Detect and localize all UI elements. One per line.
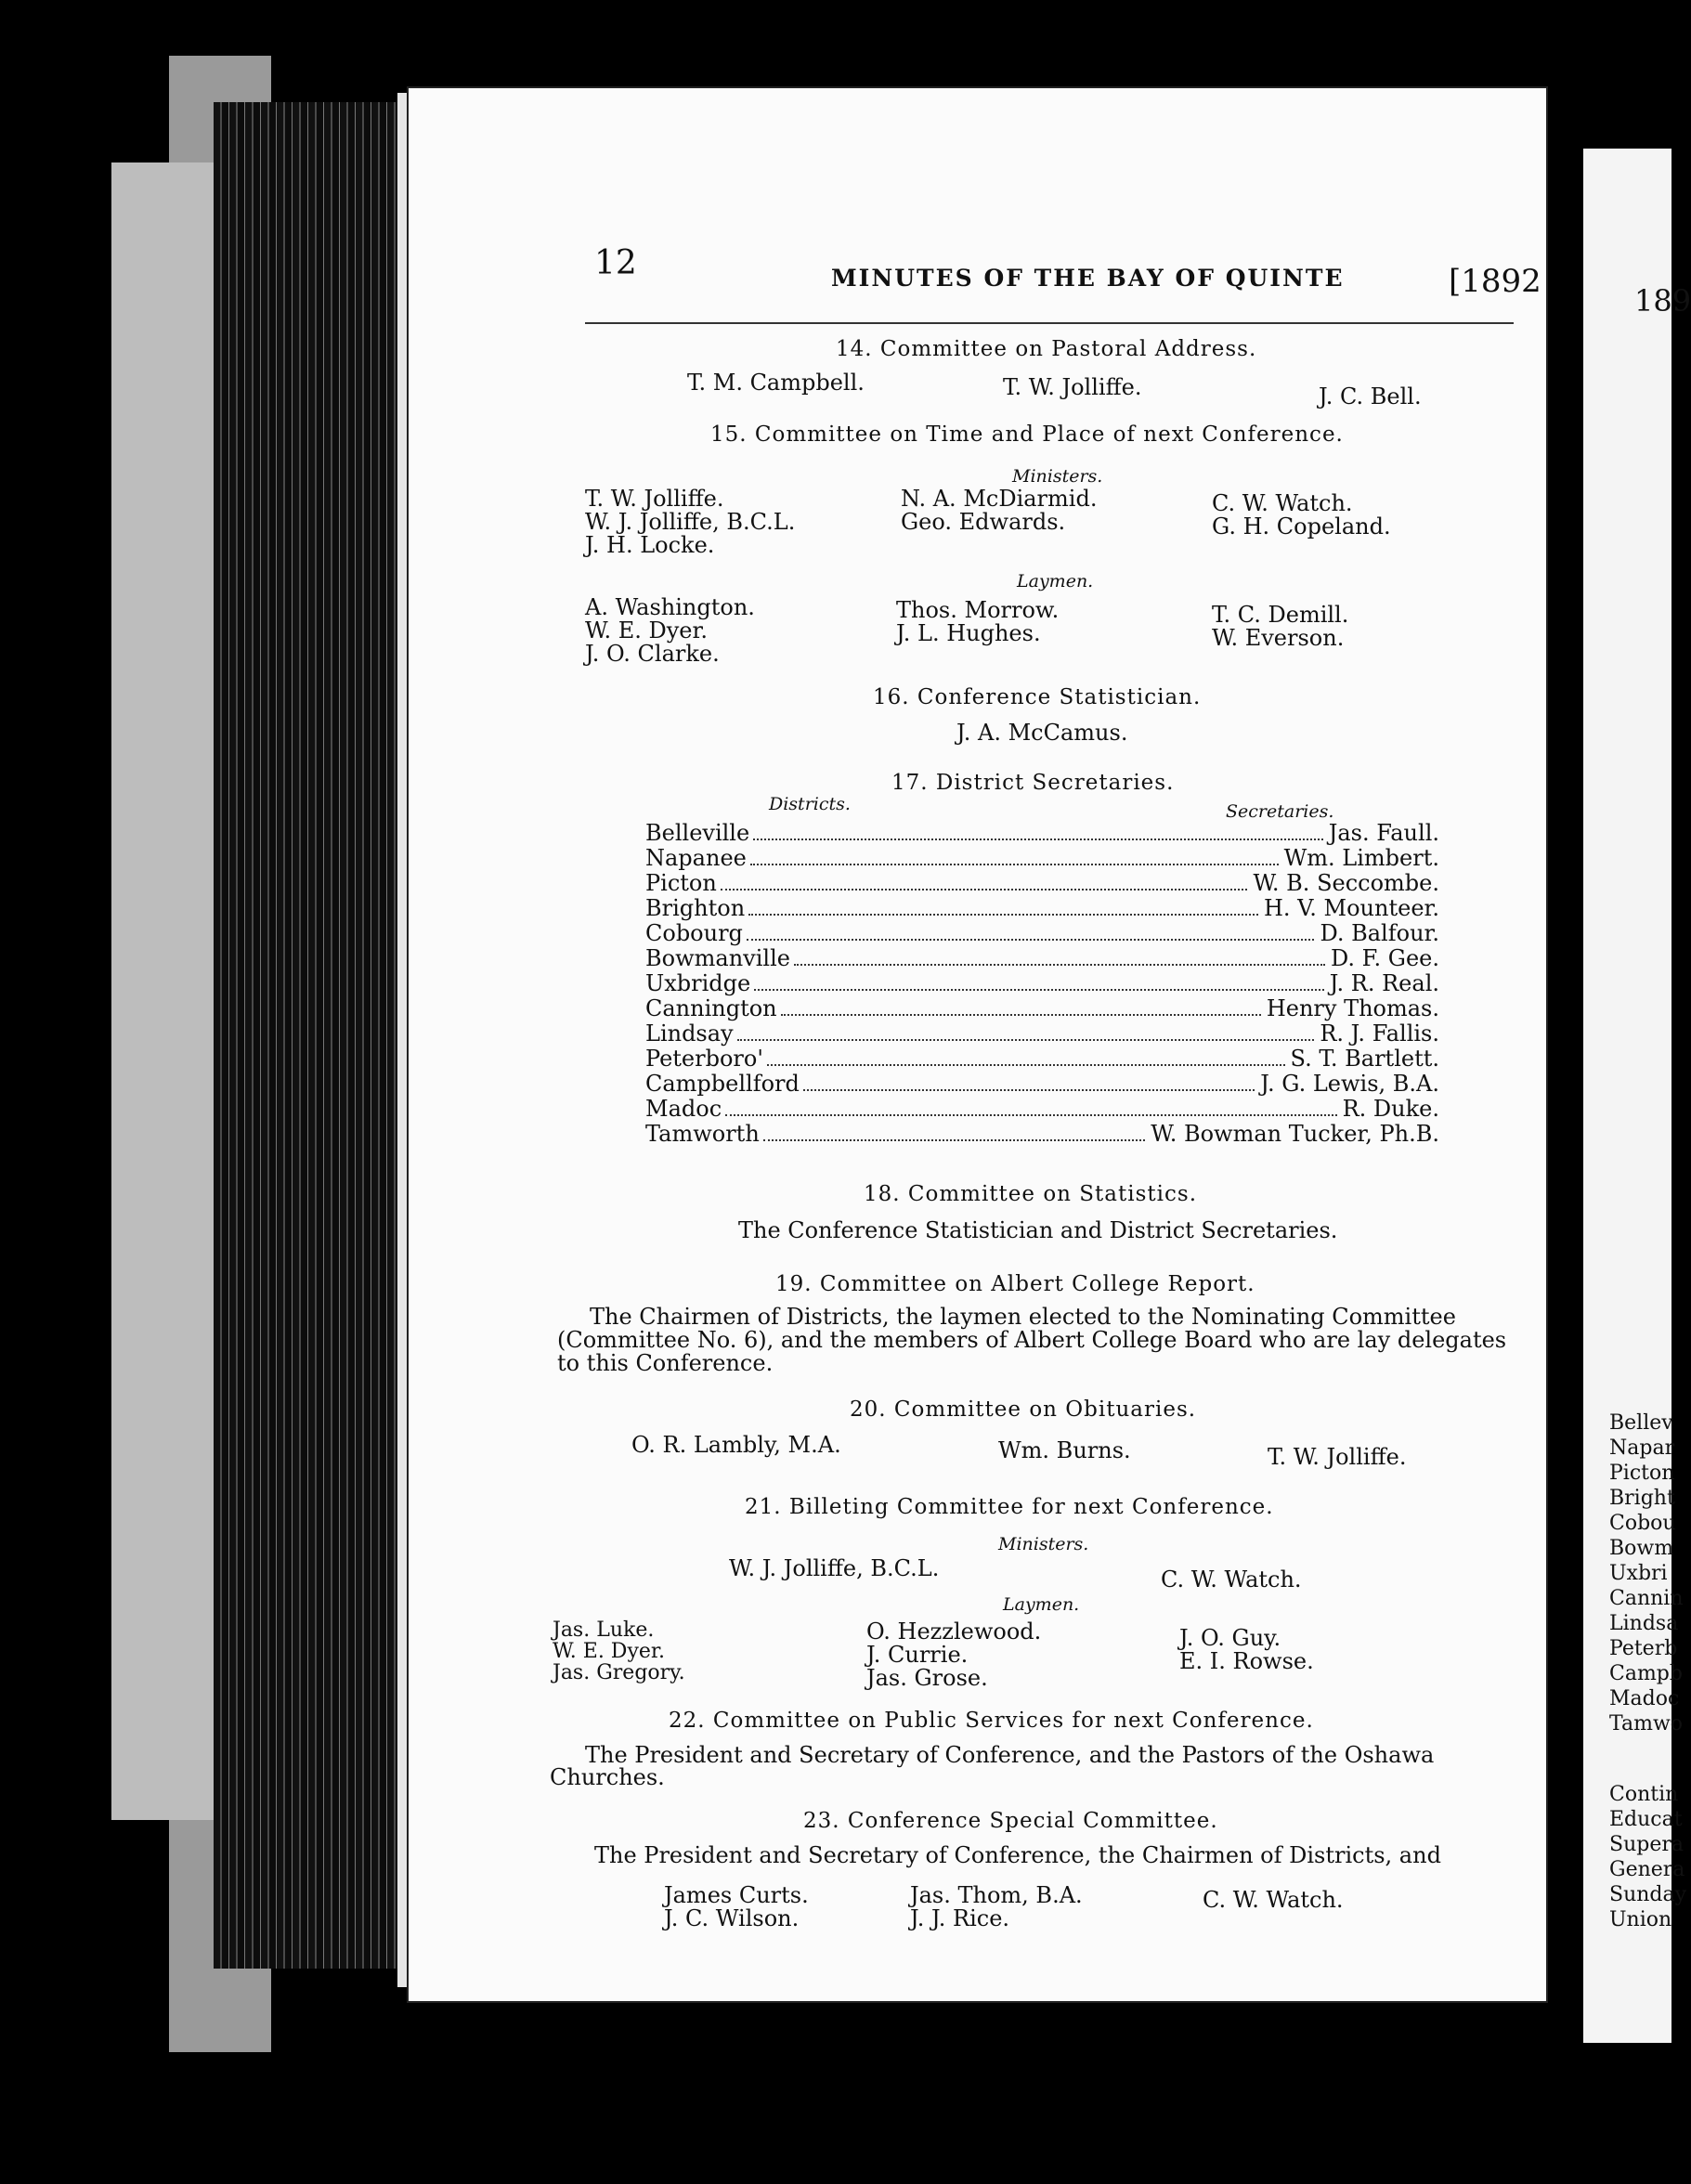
facing-fragment: Bright bbox=[1609, 1487, 1675, 1510]
member: J. C. Bell. bbox=[1319, 384, 1422, 410]
secretary-name: R. J. Fallis. bbox=[1320, 1020, 1439, 1046]
member: Wm. Burns. bbox=[998, 1437, 1131, 1463]
table-row bbox=[645, 845, 1439, 870]
running-title: MINUTES OF THE BAY OF QUINTE bbox=[831, 265, 1345, 292]
layman: Jas. Gregory. bbox=[553, 1661, 685, 1684]
section-18-heading: 18. Committee on Statistics. bbox=[864, 1182, 1198, 1206]
minister: N. A. McDiarmid. bbox=[901, 486, 1098, 512]
paragraph-line: The President and Secretary of Conference, and the Pastors of the Oshawa bbox=[585, 1742, 1435, 1768]
layman: Thos. Morrow. bbox=[896, 597, 1060, 623]
district-name: Lindsay bbox=[645, 1020, 734, 1046]
facing-fragment: Campb bbox=[1609, 1662, 1683, 1685]
layman: E. I. Rowse. bbox=[1179, 1648, 1314, 1674]
district-name: Cobourg bbox=[645, 920, 743, 946]
secretaries-label: Secretaries. bbox=[1226, 801, 1334, 822]
member: J. C. Wilson. bbox=[664, 1905, 800, 1931]
secretary-name: Jas. Faull. bbox=[1328, 820, 1439, 846]
laymen-label: Laymen. bbox=[1017, 571, 1094, 592]
facing-fragment: Bowm bbox=[1609, 1537, 1674, 1560]
paragraph-line: (Committee No. 6), and the members of Albert College Board who are lay delegates bbox=[557, 1327, 1507, 1353]
facing-fragment: Contin bbox=[1609, 1783, 1679, 1806]
member: T. M. Campbell. bbox=[687, 370, 865, 396]
layman: Jas. Grose. bbox=[866, 1665, 988, 1691]
section-21-heading: 21. Billeting Committee for next Conference. bbox=[745, 1495, 1274, 1519]
facing-fragment: Union bbox=[1609, 1908, 1672, 1931]
paragraph-line: Churches. bbox=[550, 1764, 665, 1790]
page-flap bbox=[111, 162, 228, 1820]
layman: J. L. Hughes. bbox=[896, 620, 1041, 646]
secretary-name: D. Balfour. bbox=[1320, 920, 1439, 946]
district-name: Napanee bbox=[645, 845, 747, 871]
layman: A. Washington. bbox=[585, 594, 755, 620]
member: T. W. Jolliffe. bbox=[1003, 374, 1142, 400]
district-name: Belleville bbox=[645, 820, 750, 846]
table-row bbox=[645, 945, 1439, 970]
secretary-name: W. B. Seccombe. bbox=[1253, 870, 1439, 896]
facing-fragment: Sunday bbox=[1609, 1883, 1687, 1906]
district-name: Picton bbox=[645, 870, 717, 896]
layman: O. Hezzlewood. bbox=[866, 1618, 1042, 1644]
facing-fragment: Picton bbox=[1609, 1462, 1675, 1485]
ministers-label: Ministers. bbox=[998, 1534, 1089, 1554]
secretary-name: Wm. Limbert. bbox=[1283, 845, 1439, 871]
minister: C. W. Watch. bbox=[1161, 1566, 1302, 1592]
secretary-name: J. G. Lewis, B.A. bbox=[1260, 1071, 1439, 1097]
section-14-heading: 14. Committee on Pastoral Address. bbox=[836, 337, 1257, 361]
district-secretaries-table bbox=[645, 820, 1439, 1146]
layman: Jas. Luke. bbox=[553, 1618, 655, 1642]
facing-fragment: Educat bbox=[1609, 1808, 1683, 1831]
page-edges bbox=[214, 102, 399, 1969]
minister: C. W. Watch. bbox=[1212, 490, 1353, 516]
member: T. W. Jolliffe. bbox=[1268, 1444, 1407, 1470]
table-row bbox=[645, 1071, 1439, 1096]
facing-fragment: Lindsa bbox=[1609, 1612, 1679, 1635]
secretary-name: J. R. Real. bbox=[1329, 970, 1439, 996]
district-name: Cannington bbox=[645, 995, 777, 1021]
layman: J. O. Guy. bbox=[1179, 1625, 1281, 1651]
minister: W. J. Jolliffe, B.C.L. bbox=[585, 509, 796, 535]
member: O. R. Lambly, M.A. bbox=[631, 1432, 841, 1458]
layman: J. Currie. bbox=[866, 1642, 969, 1668]
table-row bbox=[645, 1046, 1439, 1071]
facing-fragment: Supera bbox=[1609, 1833, 1684, 1856]
secretary-name: D. F. Gee. bbox=[1330, 945, 1439, 971]
district-name: Bowmanville bbox=[645, 945, 790, 971]
facing-page-header: 189 bbox=[1634, 283, 1691, 318]
table-row bbox=[645, 1096, 1439, 1121]
header-rule bbox=[585, 322, 1514, 324]
layman: J. O. Clarke. bbox=[585, 641, 720, 667]
district-name: Uxbridge bbox=[645, 970, 751, 996]
facing-fragment: Uxbri bbox=[1609, 1562, 1668, 1585]
districts-label: Districts. bbox=[769, 794, 851, 814]
facing-page bbox=[1583, 149, 1691, 2043]
table-row bbox=[645, 995, 1439, 1020]
table-row bbox=[645, 895, 1439, 920]
facing-fragment: Napar bbox=[1609, 1436, 1675, 1460]
layman: W. E. Dyer. bbox=[553, 1640, 665, 1663]
secretary-name: H. V. Mounteer. bbox=[1263, 895, 1439, 921]
layman: W. Everson. bbox=[1212, 625, 1345, 651]
minister: J. H. Locke. bbox=[585, 532, 715, 558]
statistics-committee-text: The Conference Statistician and District Secretaries. bbox=[738, 1217, 1338, 1243]
member: J. J. Rice. bbox=[910, 1905, 1010, 1931]
section-17-heading: 17. District Secretaries. bbox=[891, 771, 1175, 795]
paragraph-line: The President and Secretary of Conference, the Chairmen of Districts, and bbox=[594, 1842, 1441, 1868]
district-name: Tamworth bbox=[645, 1121, 760, 1147]
minister: T. W. Jolliffe. bbox=[585, 486, 724, 512]
section-23-heading: 23. Conference Special Committee. bbox=[803, 1809, 1218, 1833]
section-20-heading: 20. Committee on Obituaries. bbox=[850, 1398, 1197, 1422]
paragraph-line: The Chairmen of Districts, the laymen elected to the Nominating Committee bbox=[590, 1304, 1456, 1330]
layman: W. E. Dyer. bbox=[585, 618, 708, 644]
facing-fragment: Cobou bbox=[1609, 1512, 1676, 1535]
page-number: 12 bbox=[594, 244, 637, 282]
member: C. W. Watch. bbox=[1203, 1887, 1344, 1913]
section-15-heading: 15. Committee on Time and Place of next Conference. bbox=[710, 422, 1344, 447]
secretary-name: W. Bowman Tucker, Ph.B. bbox=[1151, 1121, 1439, 1147]
section-19-heading: 19. Committee on Albert College Report. bbox=[775, 1272, 1255, 1296]
facing-fragment: Tamwo bbox=[1609, 1712, 1684, 1736]
table-row bbox=[645, 920, 1439, 945]
ministers-label: Ministers. bbox=[1012, 466, 1103, 487]
minister: Geo. Edwards. bbox=[901, 509, 1066, 535]
table-row bbox=[645, 1020, 1439, 1046]
laymen-label: Laymen. bbox=[1003, 1594, 1080, 1615]
secretary-name: S. T. Bartlett. bbox=[1290, 1046, 1439, 1072]
minister: G. H. Copeland. bbox=[1212, 514, 1391, 540]
section-16-heading: 16. Conference Statistician. bbox=[873, 685, 1202, 709]
district-name: Brighton bbox=[645, 895, 746, 921]
district-name: Peterboro' bbox=[645, 1046, 763, 1072]
section-22-heading: 22. Committee on Public Services for next Conference. bbox=[669, 1709, 1314, 1733]
statistician-name: J. A. McCamus. bbox=[956, 720, 1128, 746]
secretary-name: Henry Thomas. bbox=[1266, 995, 1439, 1021]
facing-fragment: Bellev bbox=[1609, 1411, 1673, 1435]
member: James Curts. bbox=[664, 1882, 809, 1908]
document-page bbox=[409, 88, 1546, 2001]
table-row bbox=[645, 1121, 1439, 1146]
facing-fragment: Peterb bbox=[1609, 1637, 1678, 1660]
layman: T. C. Demill. bbox=[1212, 602, 1349, 628]
facing-fragment: Genera bbox=[1609, 1858, 1685, 1881]
member: Jas. Thom, B.A. bbox=[910, 1882, 1083, 1908]
table-row bbox=[645, 870, 1439, 895]
district-name: Campbellford bbox=[645, 1071, 800, 1097]
secretary-name: R. Duke. bbox=[1342, 1096, 1439, 1122]
table-row bbox=[645, 970, 1439, 995]
facing-fragment: Cannin bbox=[1609, 1587, 1684, 1610]
district-name: Madoc bbox=[645, 1096, 722, 1122]
header-year: [1892 bbox=[1449, 263, 1541, 300]
facing-fragment: Madoc bbox=[1609, 1687, 1680, 1710]
table-row bbox=[645, 820, 1439, 845]
minister: W. J. Jolliffe, B.C.L. bbox=[729, 1555, 940, 1581]
paragraph-line: to this Conference. bbox=[557, 1350, 774, 1376]
